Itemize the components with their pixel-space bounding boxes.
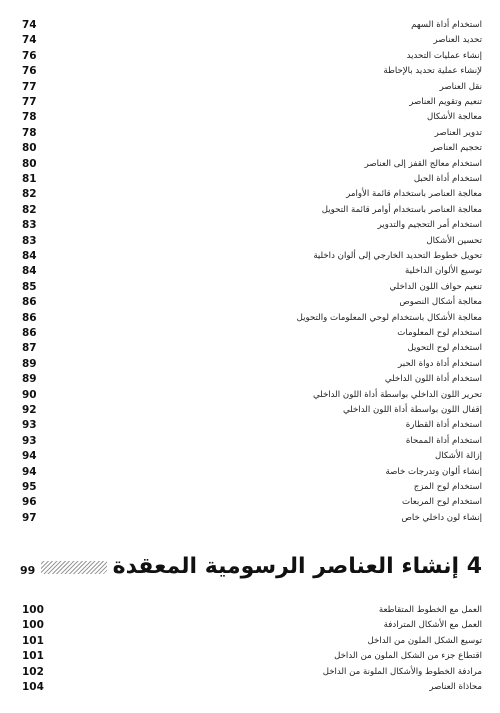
toc-entry	[0, 434, 500, 448]
toc-page-number: 84	[22, 265, 37, 278]
toc-page-number: 83	[22, 234, 37, 247]
toc-page-number: 93	[22, 419, 37, 432]
toc-page-number: 89	[22, 373, 37, 386]
toc-entry	[0, 311, 500, 325]
toc-entry	[0, 511, 500, 525]
toc-entry	[0, 64, 500, 78]
toc-entry-title: نقل العناصر	[439, 81, 482, 92]
toc-entry	[0, 326, 500, 340]
toc-page-number: 78	[22, 111, 37, 124]
toc-entry-title: استخدام لوح المربعات	[402, 497, 482, 508]
toc-entry-title: إنشاء عمليات التحديد	[406, 50, 482, 61]
toc-entry	[0, 403, 500, 417]
toc-entry	[0, 495, 500, 509]
toc-entry-title: مرادفة الخطوط والأشكال الملونة من الداخل	[322, 666, 482, 677]
toc-entry	[0, 418, 500, 432]
toc-page-number: 87	[22, 342, 37, 355]
toc-page-number: 92	[22, 404, 37, 416]
toc-entry	[0, 480, 500, 494]
toc-page-number: 81	[22, 173, 37, 185]
toc-entry	[0, 110, 500, 124]
toc-entry	[0, 49, 500, 63]
toc-entry	[0, 141, 500, 155]
toc-page-number: 76	[22, 65, 37, 78]
toc-page-number: 83	[22, 219, 37, 232]
toc-page-number: 77	[22, 80, 37, 93]
toc-entry	[0, 449, 500, 463]
toc-entry-title: تحرير اللون الداخلي بواسطة أداة اللون الداخلي	[312, 389, 482, 400]
toc-entry	[0, 187, 500, 201]
toc-page-number: 100	[22, 604, 44, 616]
toc-entry-title: استخدام معالج القفز إلى العناصر	[364, 158, 482, 169]
toc-entry-title: إقفال اللون بواسطة أداة اللون الداخلي	[343, 405, 482, 415]
toc-entry	[0, 634, 500, 648]
toc-entry	[0, 357, 500, 371]
toc-entry-title: استخدام أداة الممحاة	[405, 435, 482, 446]
toc-entry	[0, 295, 500, 309]
toc-entry-title: استخدام لوح المزج	[413, 482, 482, 492]
toc-entry	[0, 280, 500, 294]
toc-page-number: 86	[22, 311, 37, 324]
toc-page-number: 97	[22, 511, 37, 524]
toc-entry-title: العمل مع الخطوط المتقاطعة	[378, 605, 482, 615]
toc-page-number: 82	[22, 188, 37, 201]
toc-entry-title: لإنشاء عملية تحديد بالإحاطة	[383, 66, 482, 77]
toc-entry	[0, 95, 500, 109]
toc-entry	[0, 372, 500, 386]
toc-entry	[0, 33, 500, 47]
toc-page-number: 85	[22, 280, 37, 293]
toc-entry	[0, 234, 500, 248]
toc-entry-title: استخدام لوح المعلومات	[397, 328, 482, 338]
toc-entry-title: تحديد العناصر	[433, 35, 482, 46]
toc-page-number: 74	[22, 34, 37, 47]
toc-page-number: 94	[22, 450, 37, 463]
toc-page-number: 77	[22, 96, 37, 108]
toc-page-number: 101	[22, 634, 44, 647]
toc-entry	[0, 341, 500, 355]
toc-entry	[0, 618, 500, 632]
toc-entry-title: تحسين الأشكال	[426, 235, 482, 246]
toc-page-number: 86	[22, 327, 37, 339]
toc-entry-title: اقتطاع جزء من الشكل الملون من الداخل	[334, 651, 482, 662]
toc-page-number: 93	[22, 434, 37, 447]
toc-entry-title: تدوير العناصر	[434, 127, 482, 138]
chapter-heading	[0, 553, 500, 581]
toc-entry	[0, 264, 500, 278]
toc-entry-title: استخدام أمر التحجيم والتدوير	[377, 220, 482, 231]
toc-entry	[0, 80, 500, 94]
toc-page-number: 78	[22, 126, 37, 139]
toc-entry	[0, 172, 500, 186]
toc-entry	[0, 649, 500, 663]
toc-entry-title: معالجة العناصر باستخدام قائمة الأوامر	[346, 189, 482, 200]
toc-entry-title: تحجيم العناصر	[431, 143, 482, 154]
toc-entry-title: معالجة الأشكال	[427, 112, 482, 123]
chapter-page-number: 99	[20, 564, 36, 577]
toc-page-number: 100	[22, 619, 44, 632]
toc-entry-title: استخدام أداة دواة الحبر	[397, 358, 482, 369]
toc-page-number: 94	[22, 465, 37, 478]
toc-entry	[0, 465, 500, 479]
toc-entry-title: استخدام أداة الحبل	[413, 174, 482, 184]
toc-page-number: 89	[22, 357, 37, 370]
chapter-page-box	[18, 559, 41, 575]
toc-entry-title: توسيع الشكل الملون من الداخل	[367, 635, 482, 646]
toc-entry	[0, 603, 500, 617]
toc-entry	[0, 218, 500, 232]
toc-entry-title: استخدام لوح التحويل	[407, 343, 482, 354]
toc-entry	[0, 249, 500, 263]
toc-page-number: 76	[22, 49, 37, 62]
toc-entry	[0, 665, 500, 679]
toc-page-number: 96	[22, 496, 37, 509]
toc-entry	[0, 203, 500, 217]
toc-entry-title: استخدام أداة القطارة	[405, 420, 482, 431]
toc-entry-title: استخدام أداة اللون الداخلي	[384, 374, 482, 385]
toc-entry-title: توسيع الألوان الداخلية	[405, 266, 482, 277]
toc-entry	[0, 157, 500, 171]
toc-page-number: 90	[22, 388, 37, 401]
toc-entry	[0, 388, 500, 402]
toc-entry-title: محاذاة العناصر	[429, 682, 482, 692]
toc-entry	[0, 680, 500, 694]
toc-entry-title: إنشاء لون داخلي خاص	[401, 512, 482, 523]
toc-page-number: 86	[22, 296, 37, 309]
toc-entry-title: إنشاء ألوان وتدرجات خاصة	[385, 466, 482, 477]
toc-page-number: 82	[22, 203, 37, 216]
toc-page-number: 84	[22, 250, 37, 262]
toc-page-number: 95	[22, 481, 37, 493]
toc-page-number: 101	[22, 650, 44, 663]
toc-page-number: 102	[22, 665, 44, 678]
toc-entry-title: استخدام أداة السهم	[411, 20, 482, 30]
toc-page-number: 104	[22, 681, 44, 693]
toc-entry	[0, 18, 500, 32]
toc-entry-title: معالجة الأشكال باستخدام لوحي المعلومات والتحويل	[296, 312, 482, 323]
toc-page-number: 80	[22, 157, 37, 170]
toc-entry	[0, 126, 500, 140]
toc-entry-title: معالجة أشكال النصوص	[399, 297, 482, 308]
toc-entry-title: تنعيم حواف اللون الداخلي	[389, 281, 482, 292]
toc-entry-title: العمل مع الأشكال المترادفة	[383, 620, 482, 631]
toc-page-number: 74	[22, 19, 37, 31]
toc-page-number: 80	[22, 142, 37, 155]
toc-entry-title: معالجة العناصر باستخدام أوامر قائمة التحويل	[321, 204, 482, 215]
toc-entry-title: إزالة الأشكال	[435, 451, 482, 462]
toc-entry-title: تنعيم وتقويم العناصر	[409, 97, 482, 107]
toc-entry-title: تحويل خطوط التحديد الخارجي إلى ألوان داخلية	[313, 251, 482, 261]
chapter-title: 4 إنشاء العناصر الرسومية المعقدة	[107, 553, 482, 581]
